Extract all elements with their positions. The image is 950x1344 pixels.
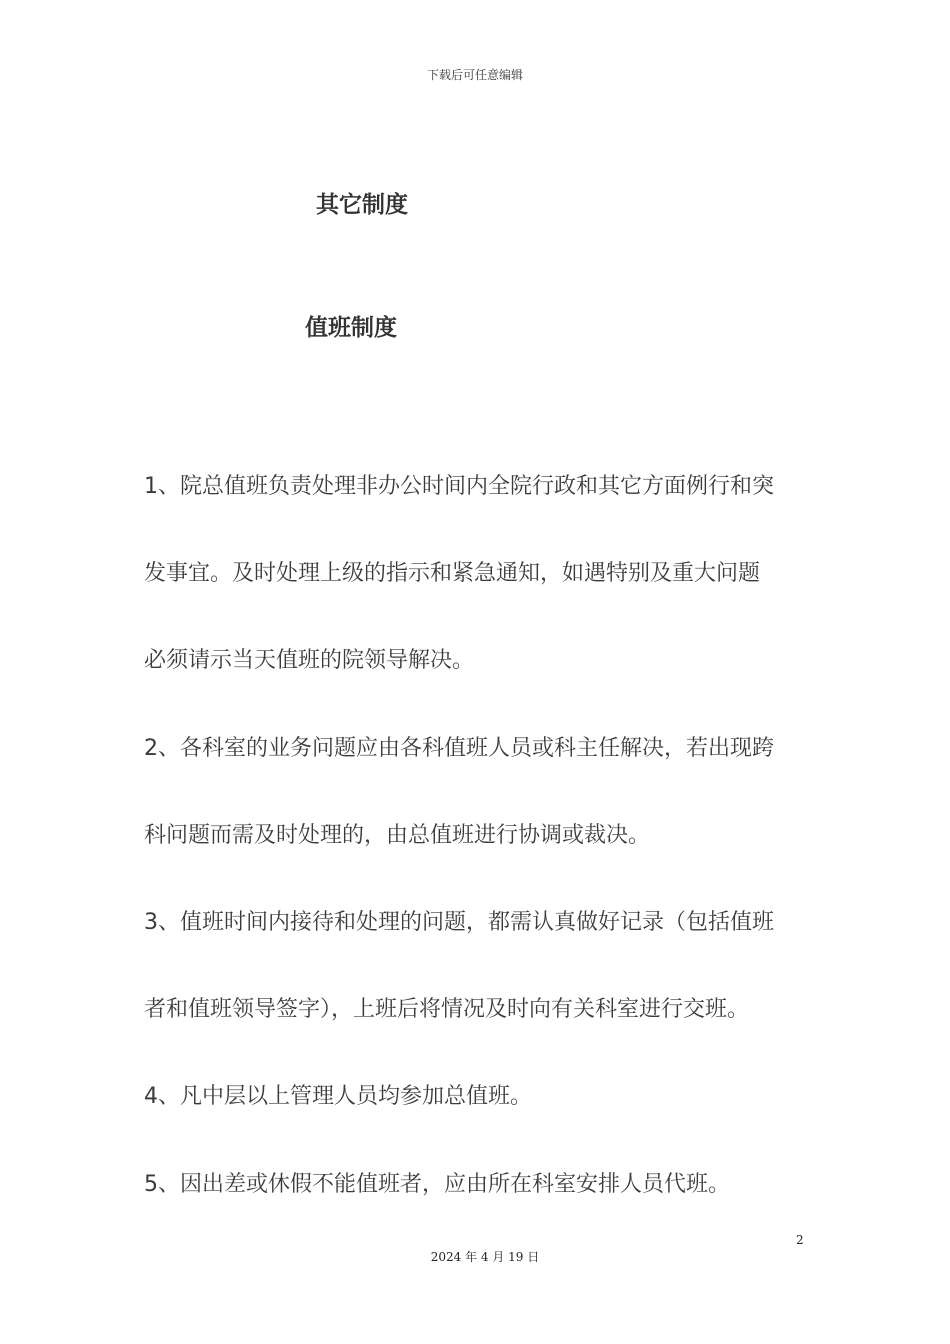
footer-date: 2024 年 4 月 19 日 (430, 1250, 540, 1264)
document-subtitle: 值班制度 (305, 315, 397, 341)
body-line-4: 2、各科室的业务问题应由各科值班人员或科主任解决，若出现跨 (144, 736, 774, 761)
body-line-9: 5、因出差或休假不能值班者，应由所在科室安排人员代班。 (144, 1172, 730, 1197)
body-line-7: 者和值班领导签字），上班后将情况及时向有关科室进行交班。 (144, 997, 750, 1022)
body-line-5: 科问题而需及时处理的，由总值班进行协调或裁决。 (144, 823, 651, 848)
header-note: 下载后可任意编辑 (426, 68, 523, 82)
body-line-6: 3、值班时间内接待和处理的问题，都需认真做好记录（包括值班 (144, 910, 774, 935)
document-title: 其它制度 (316, 192, 408, 218)
body-line-8: 4、凡中层以上管理人员均参加总值班。 (144, 1084, 532, 1109)
body-line-3: 必须请示当天值班的院领导解决。 (144, 648, 475, 673)
page-number: 2 (796, 1233, 804, 1247)
body-line-2: 发事宜。及时处理上级的指示和紧急通知，如遇特别及重大问题 (144, 561, 761, 586)
body-line-1: 1、院总值班负责处理非办公时间内全院行政和其它方面例行和突 (144, 474, 774, 499)
